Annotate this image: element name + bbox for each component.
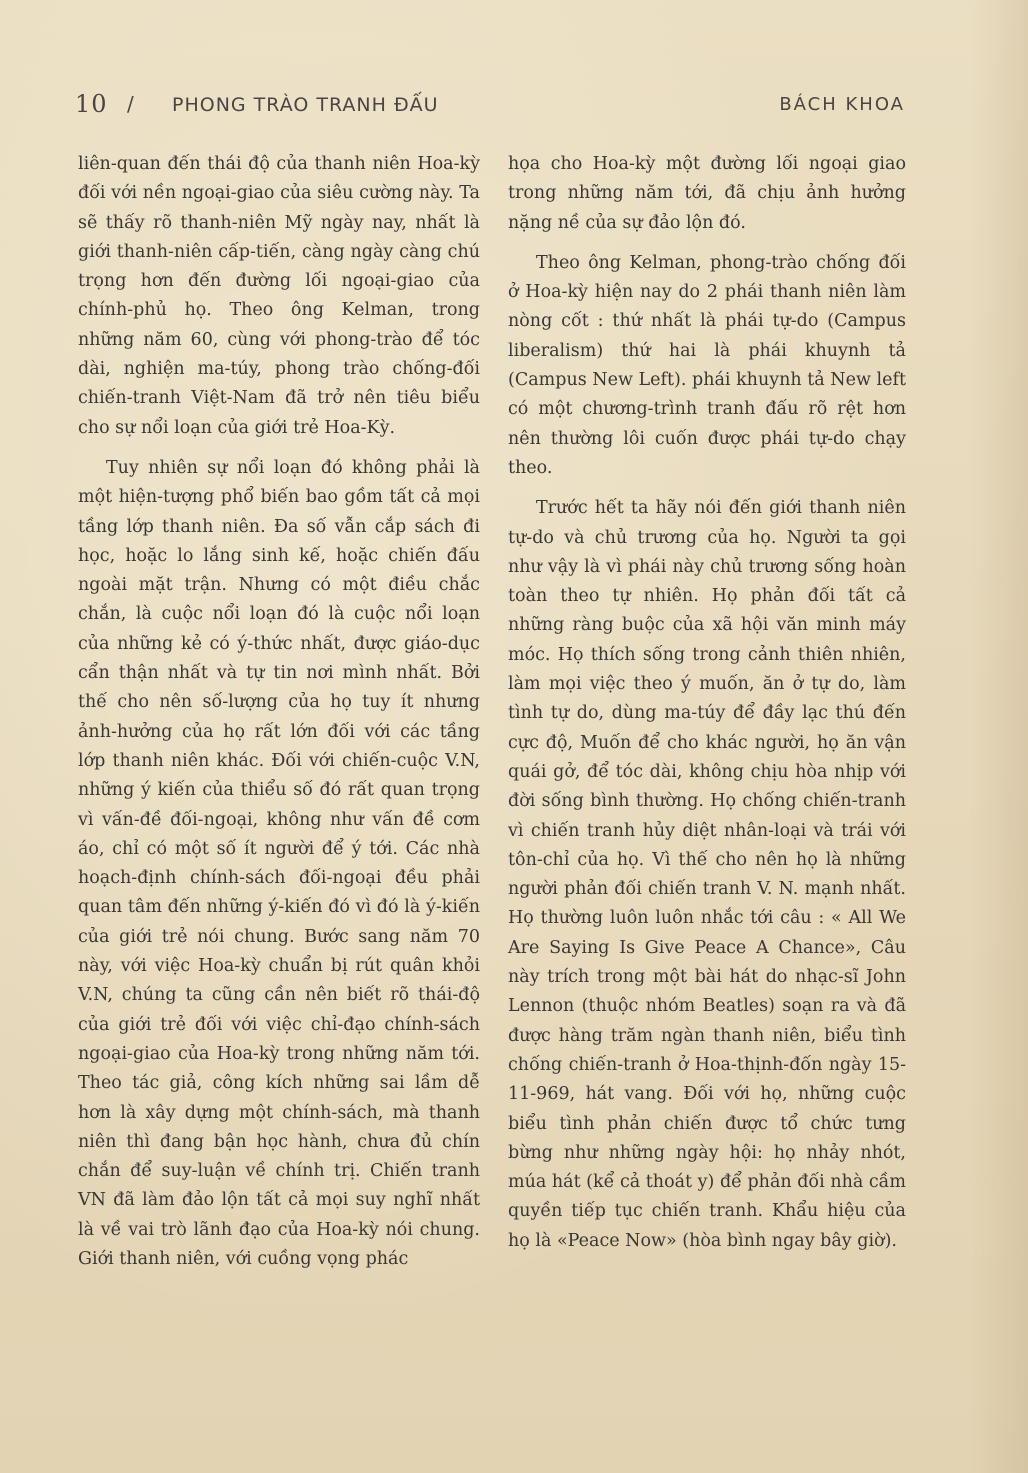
- page-number: 10: [75, 90, 108, 118]
- paragraph: Trước hết ta hãy nói đến giới thanh niên tự-do và chủ trương của họ. Người ta gọi như vậy là vì phái này chủ trương sống hoàn toàn theo tự nhiên. Họ phản đối tất cả những ràng buộc của xã hội văn minh máy móc. Họ thích sống trong cảnh thiên nhiên, làm mọi việc theo ý muốn, ăn ở tự do, làm tình tự do, dùng ma-túy để đầy lạc thú đến cực độ, Muốn để cho khác người, họ ăn vận quái gở, để tóc dài, không chịu hòa nhịp với đời sống bình thường. Họ chống chiến-tranh vì chiến tranh hủy diệt nhân-loại và trái với tôn-chỉ của họ. Vì thế cho nên họ là những người phản đối chiến tranh V. N. mạnh nhất. Họ thường luôn luôn nhắc tới câu : « All We Are Saying Is Give Peace A Chance», Câu này trích trong một bài hát do nhạc-sĩ John Lennon (thuộc nhóm Beatles) soạn ra và đã được hàng trăm ngàn thanh niên, biểu tình chống chiến-tranh ở Hoa-thịnh-đốn ngày 15-11-969, hát vang. Đối với họ, những cuộc biểu tình phản chiến được tổ chức tưng bừng như những ngày hội: họ nhảy nhót, múa hát (kể cả thoát y) để phản đối nhà cầm quyền tiếp tục chiến tranh. Khẩu hiệu của họ là «Peace Now» (hòa bình ngay bây giờ).: [508, 498, 906, 1251]
- header-separator: /: [127, 92, 135, 116]
- magazine-name: BÁCH KHOA: [779, 94, 905, 115]
- left-column: [78, 150, 480, 1285]
- paragraph: Tuy nhiên sự nổi loạn đó không phải là một hiện-tượng phổ biến bao gồm tất cả mọi tầng lớp thanh niên. Đa số vẫn cắp sách đi học, hoặc lo lắng sinh kế, hoặc chiến đấu ngoài mặt trận. Nhưng có một điều chắc chắn, là cuộc nổi loạn đó là cuộc nổi loạn của những kẻ có ý-thức nhất, được giáo-dục cẩn thận nhất và tự tin nơi mình nhất. Bởi thế cho nên số-lượng của họ tuy ít nhưng ảnh-hưởng của họ rất lớn đối với các tầng lớp thanh niên khác. Đối với chiến-cuộc V.N, những ý kiến của thiểu số đó rất quan trọng vì vấn-đề đối-ngoại, không như vấn đề cơm áo, chỉ có một số ít người để ý tới. Các nhà hoạch-định chính-sách đối-ngoại đều phải quan tâm đến những ý-kiến đó vì đó là ý-kiến của giới trẻ nói chung. Bước sang năm 70 này, với việc Hoa-kỳ chuẩn bị rút quân khỏi V.N, chúng ta cũng cần nên biết rõ thái-độ của giới trẻ đối với việc chỉ-đạo chính-sách ngoại-giao của Hoa-kỳ trong những năm tới. Theo tác giả, công kích những sai lầm dễ hơn là xây dựng một chính-sách, mà thanh niên thì đang bận học hành, chưa đủ chín chắn để suy-luận về chính trị. Chiến tranh VN đã làm đảo lộn tất cả mọi suy nghĩ nhất là về vai trò lãnh đạo của Hoa-kỳ nói chung. Giới thanh niên, với cuồng vọng phác: [78, 457, 480, 1269]
- paragraph: Theo ông Kelman, phong-trào chống đối ở Hoa-kỳ hiện nay do 2 phái thanh niên làm nòng cốt : thứ nhất là phái tự-do (Campus liberalism) thứ hai là phái khuynh tả (Campus New Left). phái khuynh tả New left có một chương-trình tranh đấu rõ rệt hơn nên thường lôi cuốn được phái tự-do chạy theo.: [508, 252, 906, 478]
- page-header: [75, 88, 905, 122]
- running-title: PHONG TRÀO TRANH ĐẤU: [172, 94, 439, 116]
- paragraph: liên-quan đến thái độ của thanh niên Hoa-kỳ đối với nền ngoại-giao của siêu cường này. Ta sẽ thấy rõ thanh-niên Mỹ ngày nay, nhất là giới thanh-niên cấp-tiến, càng ngày càng chú trọng hơn đến đường lối ngoại-giao của chính-phủ họ. Theo ông Kelman, trong những năm 60, cùng với phong-trào để tóc dài, nghiện ma-túy, phong trào chống-đối chiến-tranh Việt-Nam đã trở nên tiêu biểu cho sự nổi loạn của giới trẻ Hoa-Kỳ.: [78, 154, 480, 438]
- right-column: [508, 150, 906, 1267]
- paragraph: họa cho Hoa-kỳ một đường lối ngoại giao trong những năm tới, đã chịu ảnh hưởng nặng nề của sự đảo lộn đó.: [508, 154, 906, 233]
